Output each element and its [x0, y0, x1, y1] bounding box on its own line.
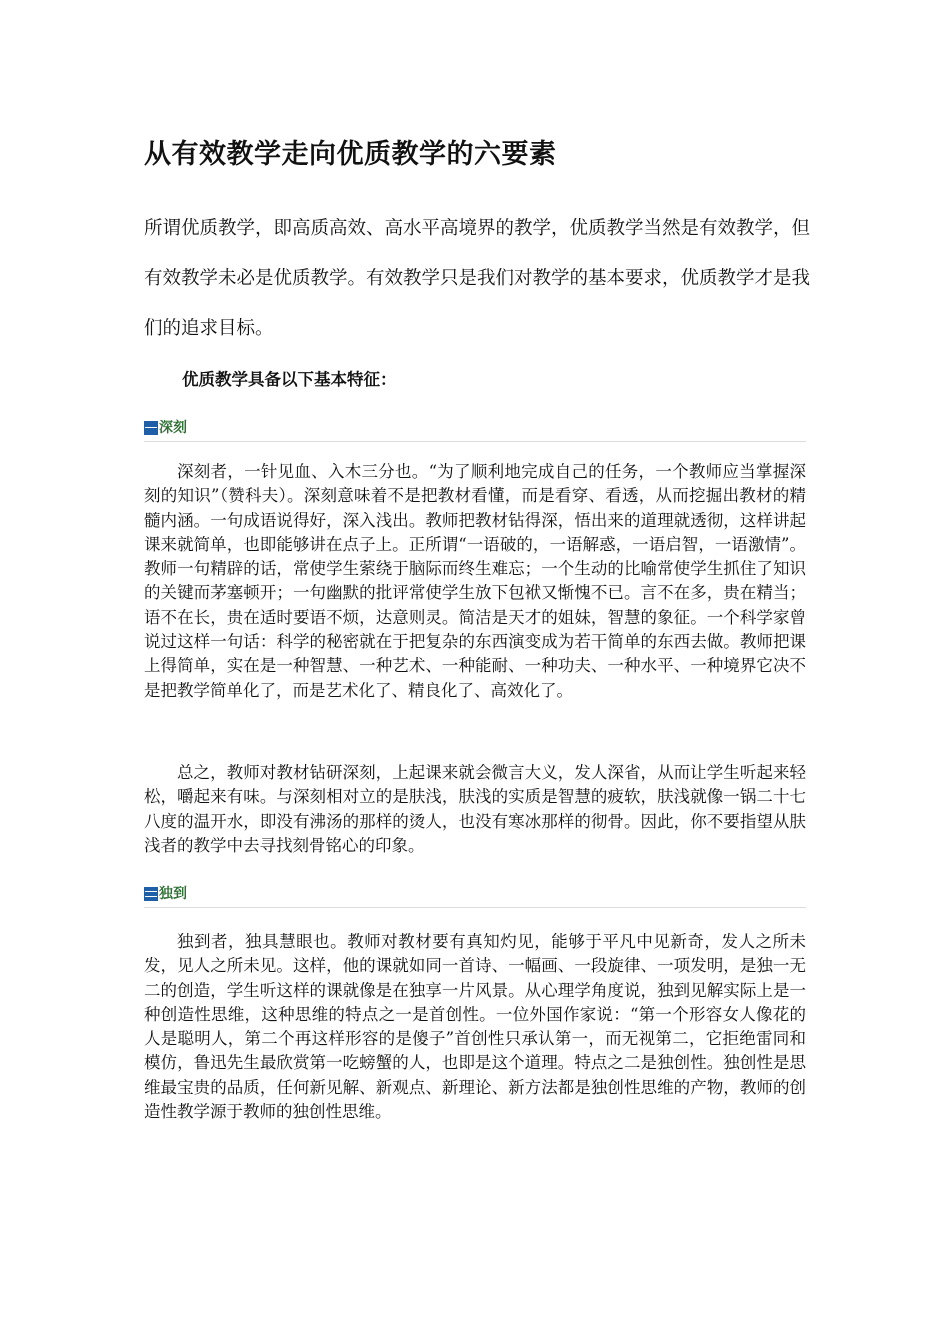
section-heading-label: 深刻: [159, 420, 187, 436]
section-number-one-icon: [144, 421, 158, 435]
section-number-two-icon: [144, 887, 158, 901]
section-heading-label: 独到: [159, 886, 187, 902]
features-heading: 优质教学具备以下基本特征：: [182, 370, 397, 389]
section-1-paragraph-2: 总之，教师对教材钻研深刻，上起课来就会微言大义，发人深省，从而让学生听起来轻松，嚼起来有味。与深刻相对立的是肤浅，肤浅的实质是智慧的疲软，肤浅就像一锅二十七八度的温开水，即没有沸汤的那样的烫人，也没有寒冰那样的彻骨。因此，你不要指望从肤浅者的教学中去寻找刻骨铭心的印象。: [144, 763, 806, 855]
section-2-paragraph-1: 独到者，独具慧眼也。教师对教材要有真知灼见，能够于平凡中见新奇，发人之所未发，见人之所未见。这样，他的课就如同一首诗、一幅画、一段旋律、一项发明，是独一无二的创造，学生听这样的课就像是在独享一片风景。从心理学角度说，独到见解实际上是一种创造性思维，这种思维的特点之一是首创性。一位外国作家说：“第一个形容女人像花的人是聪明人，第二个再这样形容的是傻子”首创性只承认第一，而无视第二，它拒绝雷同和模仿，鲁迅先生最欣赏第一吃螃蟹的人，也即是这个道理。特点之二是独创性。独创性是思维最宝贵的品质，任何新见解、新观点、新理论、新方法都是独创性思维的产物，教师的创造性教学源于教师的独创性思维。: [144, 932, 806, 1122]
section-heading-2: [144, 883, 806, 908]
section-heading-1: [144, 417, 806, 442]
document-title: 从有效教学走向优质教学的六要素: [144, 139, 557, 170]
section-1-paragraph-1: 深刻者，一针见血、入木三分也。“为了顺利地完成自己的任务，一个教师应当掌握深刻的知识”（赞科夫）。深刻意味着不是把教材看懂，而是看穿、看透，从而挖掘出教材的精髓内涵。一句成语说得好，深入浅出。教师把教材钻得深，悟出来的道理就透彻，这样讲起课来就简单，也即能够讲在点子上。正所谓“一语破的，一语解惑，一语启智，一语激情”。教师一句精辟的话，常使学生萦绕于脑际而终生难忘；一个生动的比喻常使学生抓住了知识的关键而茅塞顿开；一句幽默的批评常使学生放下包袱又惭愧不已。言不在多，贵在精当；语不在长，贵在适时要语不烦，达意则灵。简洁是天才的姐妹，智慧的象征。一个科学家曾说过这样一句话：科学的秘密就在于把复杂的东西演变成为若干简单的东西去做。教师把课上得简单，实在是一种智慧、一种艺术、一种能耐、一种功夫、一种水平、一种境界它决不是把教学简单化了，而是艺术化了、精良化了、高效化了。: [144, 462, 806, 700]
intro-paragraph: 所谓优质教学，即高质高效、高水平高境界的教学，优质教学当然是有效教学，但有效教学未必是优质教学。有效教学只是我们对教学的基本要求，优质教学才是我们的追求目标。: [144, 218, 811, 339]
